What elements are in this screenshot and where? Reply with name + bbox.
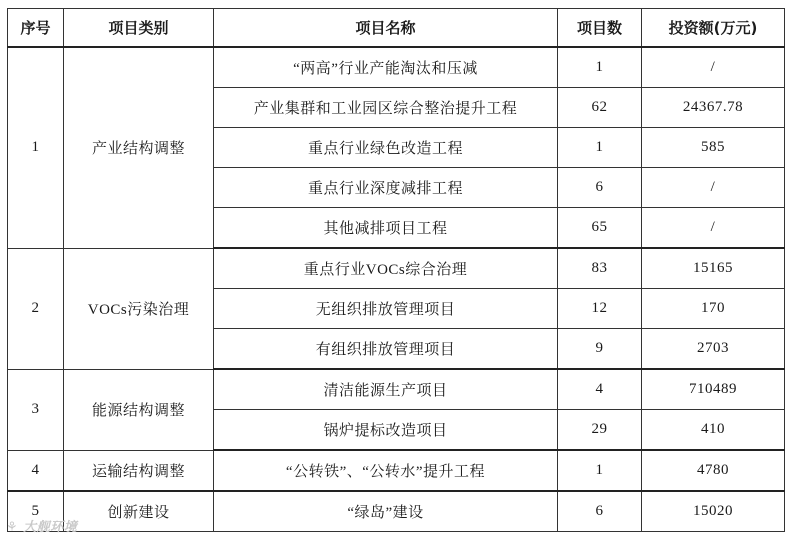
- investment-amount: /: [642, 208, 785, 249]
- row-category: 能源结构调整: [64, 369, 214, 450]
- investment-amount: 15020: [642, 491, 785, 532]
- watermark-logo: [6, 516, 77, 535]
- project-count: 6: [558, 491, 642, 532]
- project-count: 12: [558, 289, 642, 329]
- project-count: 4: [558, 369, 642, 410]
- header-index: 序号: [8, 9, 64, 48]
- investment-amount: /: [642, 168, 785, 208]
- watermark-text: 大舰环境: [23, 520, 78, 535]
- project-name: 有组织排放管理项目: [214, 329, 558, 370]
- investment-amount: 24367.78: [642, 88, 785, 128]
- project-name: 清洁能源生产项目: [214, 369, 558, 410]
- row-index: 2: [8, 248, 64, 369]
- header-row: [8, 9, 785, 48]
- project-name: “公转铁”、“公转水”提升工程: [214, 450, 558, 491]
- investment-amount: 15165: [642, 248, 785, 289]
- table-row: [8, 248, 785, 289]
- project-name: 无组织排放管理项目: [214, 289, 558, 329]
- header-investment: 投资额(万元): [642, 9, 785, 48]
- project-name: 重点行业绿色改造工程: [214, 128, 558, 168]
- project-count: 62: [558, 88, 642, 128]
- row-category: VOCs污染治理: [64, 248, 214, 369]
- project-name: “两高”行业产能淘汰和压减: [214, 47, 558, 88]
- investment-amount: 4780: [642, 450, 785, 491]
- header-project-count: 项目数: [558, 9, 642, 48]
- table-row: [8, 491, 785, 532]
- row-index: 4: [8, 450, 64, 491]
- row-category: 创新建设: [64, 491, 214, 532]
- project-name: 产业集群和工业园区综合整治提升工程: [214, 88, 558, 128]
- row-category: 产业结构调整: [64, 47, 214, 248]
- investment-amount: /: [642, 47, 785, 88]
- project-count: 65: [558, 208, 642, 249]
- project-name: 锅炉提标改造项目: [214, 410, 558, 451]
- investment-amount: 2703: [642, 329, 785, 370]
- project-count: 6: [558, 168, 642, 208]
- project-count: 1: [558, 128, 642, 168]
- header-category: 项目类别: [64, 9, 214, 48]
- investment-amount: 585: [642, 128, 785, 168]
- investment-amount: 410: [642, 410, 785, 451]
- row-index: 5: [8, 491, 64, 532]
- row-category: 运输结构调整: [64, 450, 214, 491]
- project-count: 83: [558, 248, 642, 289]
- table-row: [8, 47, 785, 88]
- project-name: 重点行业VOCs综合治理: [214, 248, 558, 289]
- row-index: 3: [8, 369, 64, 450]
- table-row: [8, 450, 785, 491]
- project-count: 1: [558, 450, 642, 491]
- project-count: 9: [558, 329, 642, 370]
- watermark-icon: ⚘: [6, 520, 19, 535]
- project-count: 1: [558, 47, 642, 88]
- project-count: 29: [558, 410, 642, 451]
- project-name: 重点行业深度减排工程: [214, 168, 558, 208]
- investment-amount: 710489: [642, 369, 785, 410]
- investment-amount: 170: [642, 289, 785, 329]
- investment-table: [7, 8, 785, 532]
- table-row: [8, 369, 785, 410]
- project-name: 其他减排项目工程: [214, 208, 558, 249]
- header-project-name: 项目名称: [214, 9, 558, 48]
- row-index: 1: [8, 47, 64, 248]
- project-name: “绿岛”建设: [214, 491, 558, 532]
